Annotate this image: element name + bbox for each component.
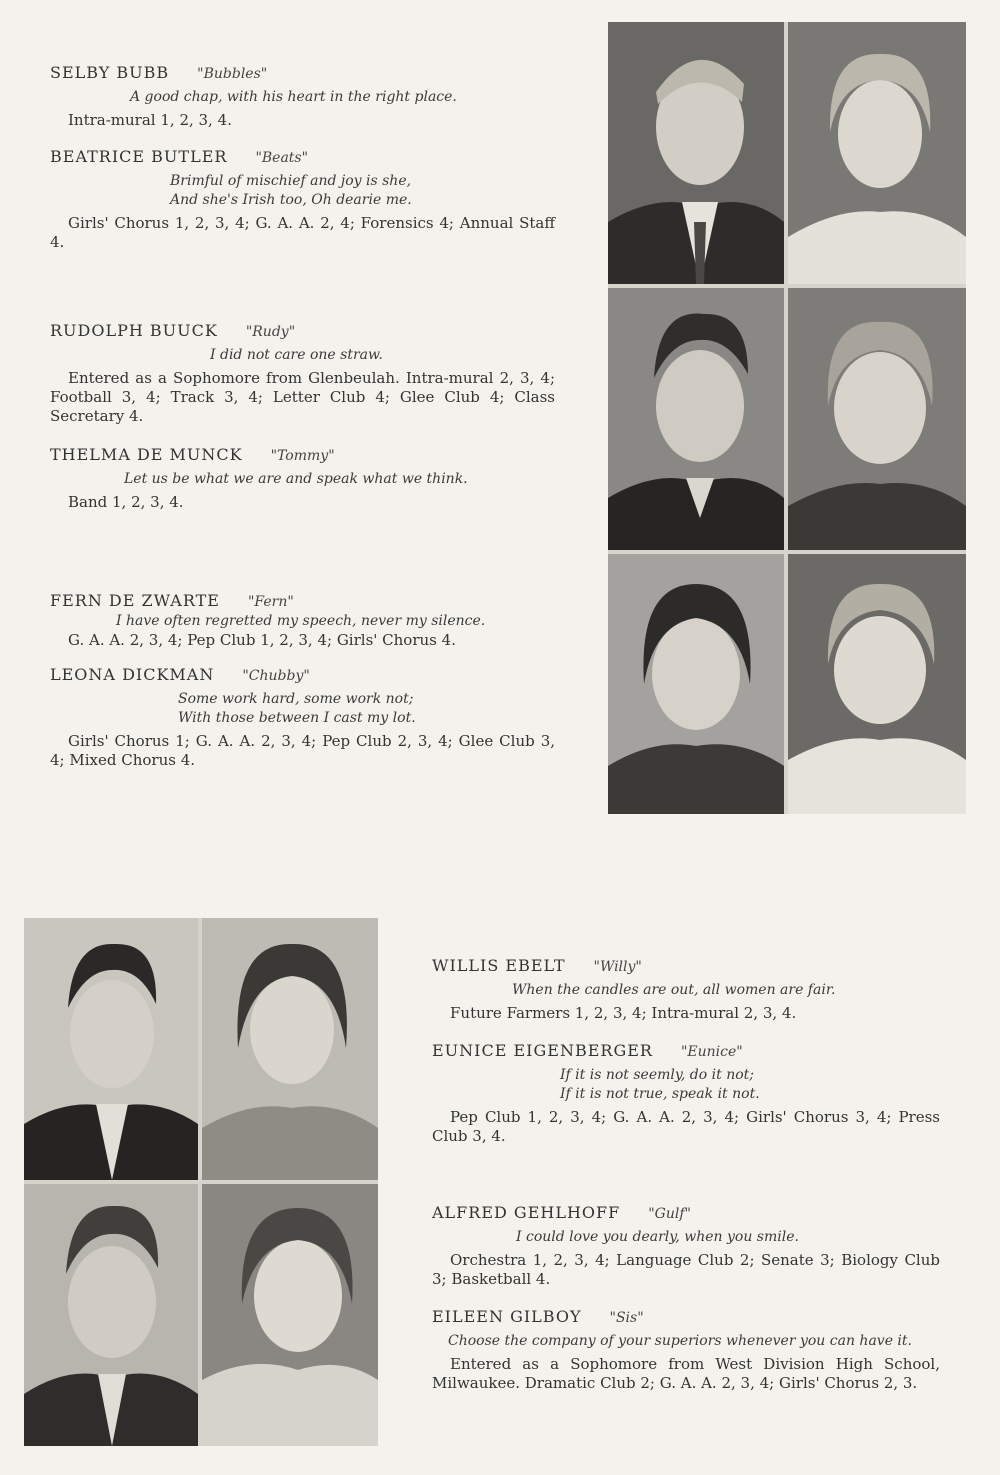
quote: When the candles are out, all women are fair.: [512, 982, 836, 998]
activities: Intra-mural 1, 2, 3, 4.: [68, 111, 232, 129]
nickname: "Sis": [609, 1310, 644, 1326]
entry-fern-de-zwarte: [50, 590, 555, 650]
activities: Future Farmers 1, 2, 3, 4; Intra-mural 2, 3, 4.: [450, 1004, 797, 1022]
nickname: "Bubbles": [197, 66, 268, 82]
quote: Let us be what we are and speak what we think.: [124, 471, 468, 487]
portrait-alfred-gehlhoff: [24, 1184, 198, 1446]
portrait-rudolph-buuck: [608, 288, 784, 550]
activities: G. A. A. 2, 3, 4; Pep Club 1, 2, 3, 4; Girls' Chorus 4.: [68, 631, 456, 649]
portrait-fern-de-zwarte: [608, 554, 784, 814]
nickname: "Tommy": [270, 448, 335, 464]
quote: Brimful of mischief and joy is she, And she's Irish too, Oh dearie me.: [170, 173, 412, 208]
portrait-leona-dickman: [788, 554, 966, 814]
entry-alfred-gehlhoff: [432, 1202, 940, 1289]
portrait-selby-bubb: [608, 22, 784, 284]
portrait-grid-top: [608, 22, 966, 814]
activities: Band 1, 2, 3, 4.: [68, 493, 184, 511]
quote: I could love you dearly, when you smile.: [516, 1229, 799, 1245]
student-name: BEATRICE BUTLER: [50, 147, 228, 166]
quote: I did not care one straw.: [210, 347, 383, 363]
nickname: "Beats": [255, 150, 309, 166]
nickname: "Fern": [247, 594, 294, 610]
student-name: RUDOLPH BUUCK: [50, 321, 218, 340]
student-name: SELBY BUBB: [50, 63, 170, 82]
entry-thelma-de-munck: [50, 444, 555, 512]
portrait-silhouette: [202, 1184, 378, 1446]
portrait-silhouette: [788, 288, 966, 550]
entry-eileen-gilboy: [432, 1306, 940, 1393]
portrait-willis-ebelt: [24, 918, 198, 1180]
activities: Girls' Chorus 1, 2, 3, 4; G. A. A. 2, 4; Forensics 4; Annual Staff 4.: [50, 214, 555, 251]
student-name: LEONA DICKMAN: [50, 665, 215, 684]
portrait-silhouette: [202, 918, 378, 1180]
quote: Choose the company of your superiors whenever you can have it.: [448, 1333, 912, 1349]
portrait-silhouette: [24, 918, 198, 1180]
student-name: EUNICE EIGENBERGER: [432, 1041, 653, 1060]
portrait-silhouette: [24, 1184, 198, 1446]
nickname: "Willy": [593, 959, 642, 975]
portrait-silhouette: [608, 288, 784, 550]
student-name: WILLIS EBELT: [432, 956, 566, 975]
student-name: THELMA DE MUNCK: [50, 445, 243, 464]
activities: Entered as a Sophomore from West Division High School, Milwaukee. Dramatic Club 2; G. A. A. 2, 3, 4; Girls' Chorus 2, 3.: [432, 1355, 940, 1392]
portrait-silhouette: [788, 554, 966, 814]
activities: Entered as a Sophomore from Glenbeulah. Intra-mural 2, 3, 4; Football 3, 4; Track 3, 4; Letter Club 4; Glee Club 4; Class Secretary 4.: [50, 369, 555, 425]
entry-beatrice-butler: [50, 146, 555, 252]
entry-leona-dickman: [50, 664, 555, 770]
student-name: FERN DE ZWARTE: [50, 591, 220, 610]
portrait-silhouette: [608, 22, 784, 284]
nickname: "Chubby": [242, 668, 310, 684]
portrait-thelma-de-munck: [788, 288, 966, 550]
portrait-eunice-eigenberger: [202, 918, 378, 1180]
portrait-silhouette: [788, 22, 966, 284]
entry-selby-bubb: [50, 62, 555, 130]
activities: Pep Club 1, 2, 3, 4; G. A. A. 2, 3, 4; Girls' Chorus 3, 4; Press Club 3, 4.: [432, 1108, 940, 1145]
portrait-grid-bottom: [24, 918, 378, 1446]
quote: Some work hard, some work not; With those between I cast my lot.: [178, 691, 416, 726]
student-name: ALFRED GEHLHOFF: [432, 1203, 621, 1222]
activities: Girls' Chorus 1; G. A. A. 2, 3, 4; Pep Club 2, 3, 4; Glee Club 3, 4; Mixed Chorus 4.: [50, 732, 555, 769]
portrait-silhouette: [608, 554, 784, 814]
nickname: "Gulf": [648, 1206, 691, 1222]
entry-eunice-eigenberger: [432, 1040, 940, 1146]
entry-rudolph-buuck: [50, 320, 555, 426]
nickname: "Rudy": [245, 324, 296, 340]
quote: A good chap, with his heart in the right place.: [130, 89, 457, 105]
quote: If it is not seemly, do it not; If it is not true, speak it not.: [560, 1067, 760, 1102]
student-name: EILEEN GILBOY: [432, 1307, 582, 1326]
entry-willis-ebelt: [432, 955, 940, 1023]
quote: I have often regretted my speech, never my silence.: [116, 613, 486, 629]
activities: Orchestra 1, 2, 3, 4; Language Club 2; Senate 3; Biology Club 3; Basketball 4.: [432, 1251, 940, 1288]
nickname: "Eunice": [680, 1044, 743, 1060]
portrait-beatrice-butler: [788, 22, 966, 284]
portrait-eileen-gilboy: [202, 1184, 378, 1446]
